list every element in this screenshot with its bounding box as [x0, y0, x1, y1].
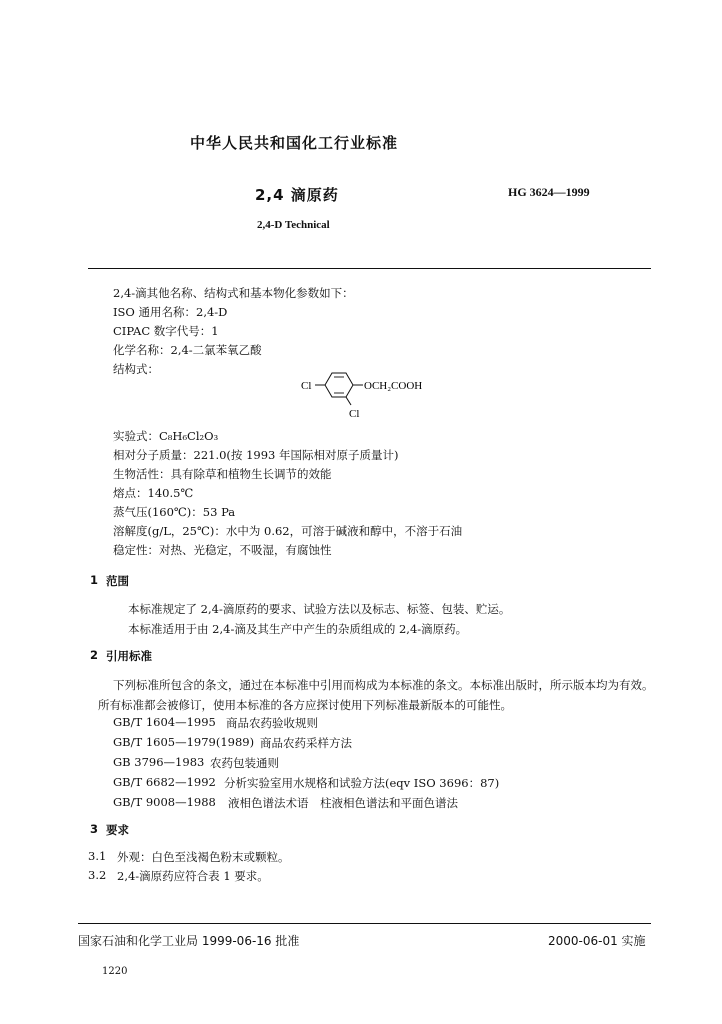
solubility: 溶解度(g/L，25℃)：水中为 0.62，可溶于碱液和醇中，不溶于石油 — [113, 524, 463, 538]
section-3-2-number: 3.2 — [88, 868, 107, 882]
benzene-ring-diagram — [295, 368, 455, 428]
structure-bottom-group: Cl — [349, 408, 360, 420]
ref-2-code: GB/T 1605—1979(1989) — [113, 735, 255, 749]
section-3-number: 3 — [90, 822, 99, 836]
iso-name: ISO 通用名称：2,4-D — [113, 305, 228, 319]
structure-left-group: Cl — [301, 380, 312, 392]
vapor-pressure: 蒸气压(160℃)：53 Pa — [113, 505, 236, 519]
standard-code: HG 3624—1999 — [508, 185, 590, 199]
section-1-title: 范围 — [106, 574, 129, 588]
melting-point: 熔点：140.5℃ — [113, 486, 194, 500]
page-number: 1220 — [102, 966, 128, 977]
ref-1-title: 商品农药验收规则 — [226, 716, 318, 730]
header-divider — [88, 268, 651, 269]
section-3-title: 要求 — [106, 823, 129, 837]
structure-right-group: OCH₂COOH — [364, 380, 423, 392]
chemical-name: 化学名称：2,4-二氯苯氧乙酸 — [113, 343, 262, 357]
organization-heading: 中华人民共和国化工行业标准 — [190, 134, 399, 152]
empirical-formula-line — [113, 428, 218, 444]
empirical-formula: C₈H₆Cl₂O₃ — [159, 429, 219, 443]
ref-4-code: GB/T 6682—1992 — [113, 775, 216, 789]
structural-formula — [295, 368, 455, 432]
effective-date: 2000-06-01 实施 — [548, 934, 646, 948]
section-2-number: 2 — [90, 648, 99, 662]
document-title: 2,4 滴原药 — [255, 186, 339, 204]
stability: 稳定性：对热、光稳定，不吸湿，有腐蚀性 — [113, 543, 332, 557]
molecular-mass: 相对分子质量：221.0(按 1993 年国际相对原子质量计) — [113, 448, 399, 462]
section-3-1-text: 外观：白色至浅褐色粉末或颗粒。 — [117, 850, 290, 864]
section-2-intro: 下列标准所包含的条文，通过在本标准中引用而构成为本标准的条文。本标准出版时，所示版本均为有效。所有标准都会被修订，使用本标准的各方应探讨使用下列标准最新版本的可能性。 — [98, 678, 654, 712]
cipac-code: CIPAC 数字代号：1 — [113, 324, 219, 338]
ref-3-title: 农药包装通则 — [210, 756, 279, 770]
ref-5-title: 液相色谱法术语 柱液相色谱法和平面色谱法 — [228, 796, 458, 810]
english-title: 2,4-D Technical — [257, 219, 330, 231]
ref-5-code: GB/T 9008—1988 — [113, 795, 216, 809]
section-1-number: 1 — [90, 573, 99, 587]
empirical-label: 实验式： — [113, 429, 159, 443]
ref-2-title: 商品农药采样方法 — [260, 736, 352, 750]
ref-3-code: GB 3796—1983 — [113, 755, 205, 769]
structure-label: 结构式： — [113, 362, 159, 376]
properties-intro: 2,4-滴其他名称、结构式和基本物化参数如下： — [113, 286, 354, 300]
section-1-paragraph-1: 本标准规定了 2,4-滴原药的要求、试验方法以及标志、标签、包装、贮运。 — [128, 602, 511, 616]
ref-1-code: GB/T 1604—1995 — [113, 715, 216, 729]
ref-4-title: 分析实验室用水规格和试验方法(eqv ISO 3696：87) — [224, 776, 500, 790]
section-3-2-text: 2,4-滴原药应符合表 1 要求。 — [117, 869, 269, 883]
issuer-approval: 国家石油和化学工业局 1999-06-16 批准 — [78, 934, 300, 948]
section-2-title: 引用标准 — [106, 649, 152, 663]
section-1-paragraph-2: 本标准适用于由 2,4-滴及其生产中产生的杂质组成的 2,4-滴原药。 — [128, 622, 468, 636]
biological-activity: 生物活性：具有除草和植物生长调节的效能 — [113, 467, 332, 481]
section-3-1-number: 3.1 — [88, 849, 107, 863]
footer-divider — [78, 923, 651, 924]
